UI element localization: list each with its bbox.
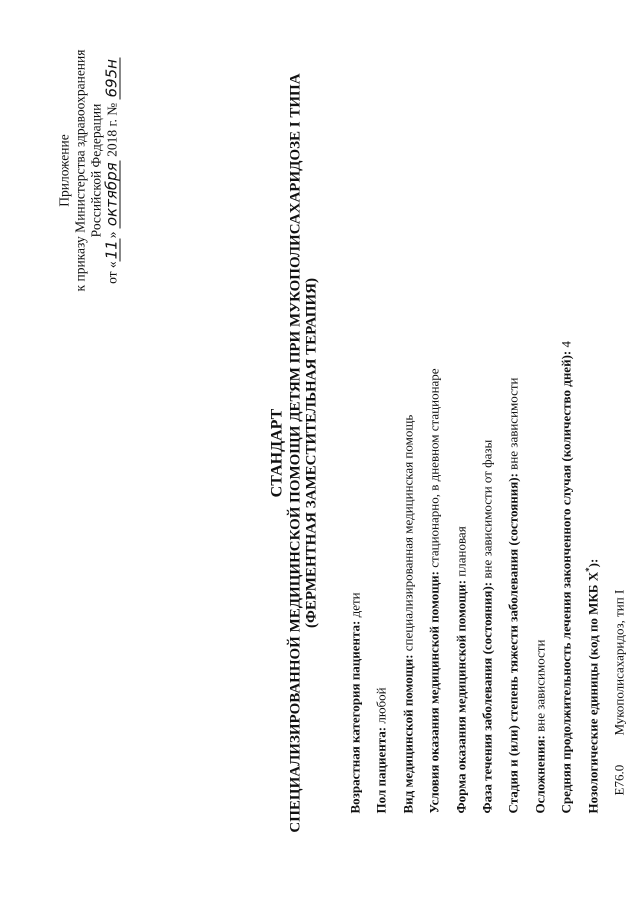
field-complications: Осложнения: вне зависимости [531, 639, 547, 813]
field-disease-stage: Стадия и (или) степень тяжести заболевания (состояния): вне зависимости [505, 377, 521, 813]
handwritten-day: 11 [102, 239, 120, 259]
appendix-date-line [104, 35, 120, 305]
field-disease-phase: Фаза течения заболевания (состояния): вне зависимости от фазы [478, 439, 494, 813]
field-nosology: Нозологические единицы (код по МКБ X*): [583, 558, 600, 813]
field-treatment-duration: Средняя продолжительность лечения законченного случая (количество дней): 4 [558, 340, 574, 813]
appendix-block [56, 35, 120, 305]
handwritten-month: октября [102, 161, 120, 226]
date-mid: » [104, 230, 119, 238]
field-care-type: Вид медицинской помощи: специализированная медицинская помощь [399, 414, 415, 813]
appendix-order: к приказу Министерства здравоохранения [72, 49, 87, 291]
field-care-form: Форма оказания медицинской помощи: плановая [452, 525, 468, 813]
field-age: Возрастная категория пациента: дети [347, 591, 362, 813]
year-text: 2018 г. № [104, 102, 119, 157]
appendix-country: Российской Федерации [88, 103, 103, 237]
document-subtitle: СПЕЦИАЛИЗИРОВАННОЙ МЕДИЦИНСКОЙ ПОМОЩИ ДЕТЯМ ПРИ МУКОПОЛИСАХАРИДОЗЕ I ТИПА [287, 72, 303, 833]
nosology-code-row [611, 53, 627, 813]
document-title: СТАНДАРТ [268, 408, 285, 497]
field-care-conditions: Условия оказания медицинской помощи: стационарно, в дневном стационаре [426, 367, 442, 813]
standard-fields [347, 53, 627, 813]
appendix-title: Приложение [56, 133, 71, 207]
icd-code: E76.0 [610, 764, 626, 795]
field-sex: Пол пациента: любой [373, 686, 389, 813]
icd-name: Мукополисахаридоз, тип I [610, 589, 626, 735]
date-prefix: от « [104, 260, 119, 284]
document-subtitle-therapy: (ФЕРМЕНТНАЯ ЗАМЕСТИТЕЛЬНАЯ ТЕРАПИЯ) [303, 277, 319, 628]
handwritten-order-number: 695н [102, 58, 120, 98]
